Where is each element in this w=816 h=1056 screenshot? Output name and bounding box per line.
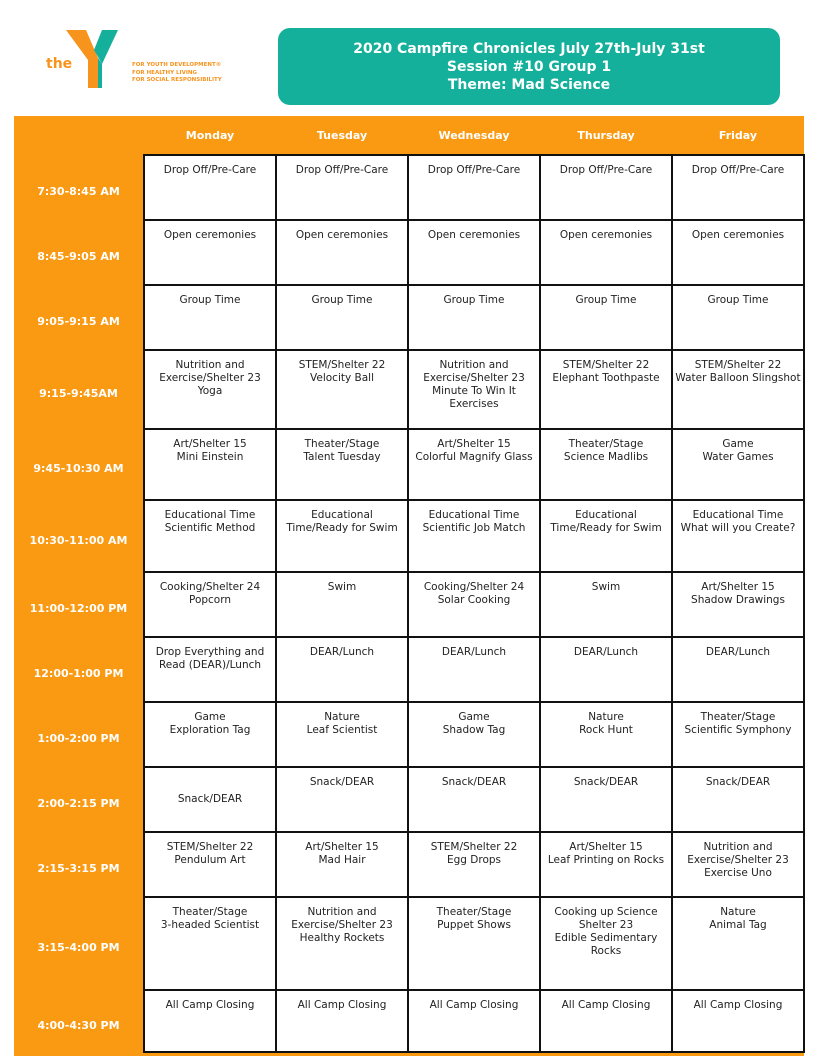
day-header-row (14, 116, 804, 155)
tagline-line: FOR SOCIAL RESPONSIBILITY (132, 77, 222, 83)
tagline-line: FOR HEALTHY LIVING (132, 69, 198, 76)
logo-wordmark: the (46, 56, 73, 72)
activity-cell: Nutrition and Exercise/Shelter 23 Healthy Rockets (276, 897, 408, 990)
activity-cell: Art/Shelter 15 Leaf Printing on Rocks (540, 832, 672, 897)
activity-cell: STEM/Shelter 22 Elephant Toothpaste (540, 350, 672, 429)
day-header-monday: Monday (144, 116, 276, 155)
activity-cell: DEAR/Lunch (672, 637, 804, 702)
activity-cell: Open ceremonies (540, 220, 672, 285)
title-line-session: Session #10 Group 1 (446, 58, 612, 75)
schedule-table (14, 116, 805, 1053)
activity-cell: Snack/DEAR (408, 767, 540, 832)
activity-cell: Theater/Stage 3-headed Scientist (144, 897, 276, 990)
activity-cell: Swim (276, 572, 408, 637)
time-slot: 4:00-4:30 PM (14, 990, 144, 1052)
activity-cell: All Camp Closing (144, 990, 276, 1052)
activity-cell: Educational Time Scientific Job Match (408, 500, 540, 572)
activity-cell: STEM/Shelter 22 Egg Drops (408, 832, 540, 897)
day-header-thursday: Thursday (540, 116, 672, 155)
activity-cell: STEM/Shelter 22 Pendulum Art (144, 832, 276, 897)
time-slot: 9:15-9:45AM (14, 350, 144, 429)
activity-cell: Theater/Stage Scientific Symphony (672, 702, 804, 767)
activity-cell: STEM/Shelter 22 Velocity Ball (276, 350, 408, 429)
activity-cell: All Camp Closing (408, 990, 540, 1052)
ymca-logo (40, 28, 240, 98)
activity-cell: Group Time (408, 285, 540, 350)
time-slot: 8:45-9:05 AM (14, 220, 144, 285)
activity-cell: DEAR/Lunch (540, 637, 672, 702)
activity-cell: Group Time (276, 285, 408, 350)
schedule-row (14, 572, 804, 637)
time-slot: 1:00-2:00 PM (14, 702, 144, 767)
schedule-row (14, 500, 804, 572)
time-slot: 9:05-9:15 AM (14, 285, 144, 350)
activity-cell: Nutrition and Exercise/Shelter 23 Exercise Uno (672, 832, 804, 897)
activity-cell: Nutrition and Exercise/Shelter 23 Yoga (144, 350, 276, 429)
time-slot: 11:00-12:00 PM (14, 572, 144, 637)
tagline-line: FOR YOUTH DEVELOPMENT® (132, 62, 222, 68)
activity-cell: Cooking/Shelter 24 Solar Cooking (408, 572, 540, 637)
day-header-wednesday: Wednesday (408, 116, 540, 155)
activity-cell: Open ceremonies (276, 220, 408, 285)
activity-cell: Game Exploration Tag (144, 702, 276, 767)
activity-cell: Drop Off/Pre-Care (144, 155, 276, 220)
schedule-row (14, 897, 804, 990)
activity-cell: Nature Leaf Scientist (276, 702, 408, 767)
activity-cell: Theater/Stage Puppet Shows (408, 897, 540, 990)
schedule-row (14, 637, 804, 702)
schedule-row (14, 350, 804, 429)
activity-cell: All Camp Closing (672, 990, 804, 1052)
schedule-row (14, 285, 804, 350)
logo-tagline (132, 62, 222, 85)
activity-cell: Drop Everything and Read (DEAR)/Lunch (144, 637, 276, 702)
activity-cell: Art/Shelter 15 Shadow Drawings (672, 572, 804, 637)
time-slot: 2:00-2:15 PM (14, 767, 144, 832)
activity-cell: Educational Time Scientific Method (144, 500, 276, 572)
activity-cell: Drop Off/Pre-Care (276, 155, 408, 220)
y-logo-icon (62, 28, 122, 90)
title-banner (278, 28, 780, 105)
activity-cell: Educational Time/Ready for Swim (276, 500, 408, 572)
day-header-friday: Friday (672, 116, 804, 155)
schedule-row (14, 767, 804, 832)
time-slot: 10:30-11:00 AM (14, 500, 144, 572)
activity-cell: Art/Shelter 15 Mini Einstein (144, 429, 276, 500)
activity-cell: Educational Time What will you Create? (672, 500, 804, 572)
time-slot: 7:30-8:45 AM (14, 155, 144, 220)
title-line-theme: Theme: Mad Science (447, 76, 611, 93)
activity-cell: Group Time (672, 285, 804, 350)
day-header-tuesday: Tuesday (276, 116, 408, 155)
activity-cell: All Camp Closing (276, 990, 408, 1052)
activity-cell: Art/Shelter 15 Colorful Magnify Glass (408, 429, 540, 500)
schedule-row (14, 429, 804, 500)
activity-cell: Game Water Games (672, 429, 804, 500)
activity-cell: Game Shadow Tag (408, 702, 540, 767)
activity-cell: Nature Animal Tag (672, 897, 804, 990)
activity-cell: All Camp Closing (540, 990, 672, 1052)
schedule-row (14, 220, 804, 285)
activity-cell: Group Time (144, 285, 276, 350)
schedule-row (14, 990, 804, 1052)
activity-cell: Educational Time/Ready for Swim (540, 500, 672, 572)
activity-cell: Cooking up Science Shelter 23 Edible Sedimentary Rocks (540, 897, 672, 990)
activity-cell: Theater/Stage Science Madlibs (540, 429, 672, 500)
activity-cell: Theater/Stage Talent Tuesday (276, 429, 408, 500)
activity-cell: DEAR/Lunch (276, 637, 408, 702)
activity-cell: Nutrition and Exercise/Shelter 23 Minute To Win It Exercises (408, 350, 540, 429)
time-slot: 9:45-10:30 AM (14, 429, 144, 500)
schedule-row (14, 832, 804, 897)
activity-cell: Group Time (540, 285, 672, 350)
activity-cell: Art/Shelter 15 Mad Hair (276, 832, 408, 897)
title-line-program: 2020 Campfire Chronicles July 27th-July 31st (353, 40, 705, 57)
activity-cell: STEM/Shelter 22 Water Balloon Slingshot (672, 350, 804, 429)
activity-cell: Open ceremonies (672, 220, 804, 285)
schedule-row (14, 702, 804, 767)
time-slot: 2:15-3:15 PM (14, 832, 144, 897)
activity-cell: Snack/DEAR (276, 767, 408, 832)
activity-cell: Drop Off/Pre-Care (408, 155, 540, 220)
activity-cell: Open ceremonies (144, 220, 276, 285)
activity-cell: Drop Off/Pre-Care (672, 155, 804, 220)
activity-cell: DEAR/Lunch (408, 637, 540, 702)
time-slot: 12:00-1:00 PM (14, 637, 144, 702)
activity-cell: Drop Off/Pre-Care (540, 155, 672, 220)
activity-cell: Swim (540, 572, 672, 637)
schedule-row (14, 155, 804, 220)
activity-cell: Cooking/Shelter 24 Popcorn (144, 572, 276, 637)
activity-cell: Snack/DEAR (672, 767, 804, 832)
activity-cell: Snack/DEAR (540, 767, 672, 832)
activity-cell: Snack/DEAR (144, 767, 276, 832)
schedule-grid (14, 116, 804, 1056)
time-slot: 3:15-4:00 PM (14, 897, 144, 990)
time-header (14, 116, 144, 155)
activity-cell: Nature Rock Hunt (540, 702, 672, 767)
activity-cell: Open ceremonies (408, 220, 540, 285)
